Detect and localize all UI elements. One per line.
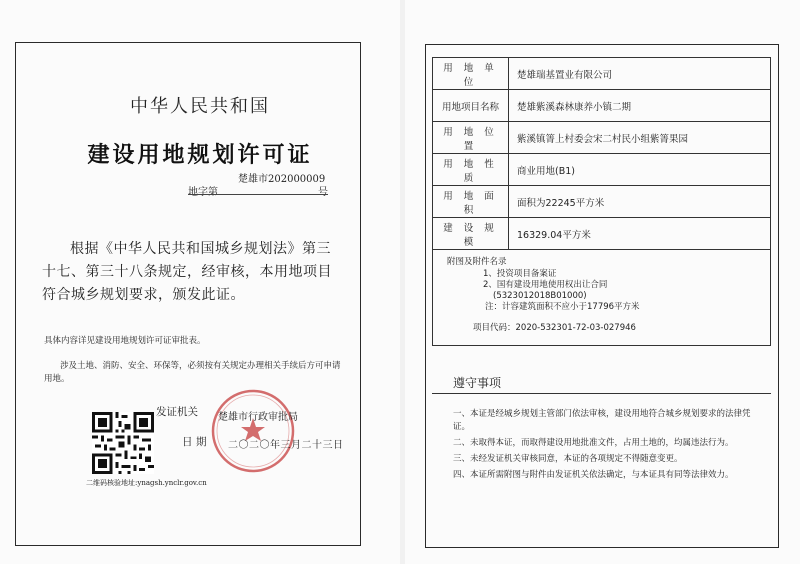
area-note: 注：计容建筑面积不应小于17796平方米: [485, 302, 640, 312]
note-other-procedures: 涉及土地、消防、安全、环保等，必须按有关规定办理相关手续后方可申请用地。: [44, 361, 341, 384]
row-value: 商业用地(B1): [509, 154, 771, 186]
attachment-item: 2、国有建设用地使用权出让合同: [483, 280, 608, 290]
official-seal: [210, 388, 296, 474]
project-code: 项目代码：2020-532301-72-03-027946: [473, 323, 636, 333]
row-value: 楚雄紫溪森林康养小镇二期: [509, 90, 771, 122]
row-label: 用 地 位 置: [433, 122, 509, 154]
notice-title: 遵守事项: [453, 376, 502, 390]
certificate-details-page: [405, 0, 800, 564]
table-row: [433, 122, 771, 154]
preamble-text: 根据《中华人民共和国城乡规划法》第三十七、第三十八条规定，经审核，本用地项目符合城乡规划要求，颁发此证。: [42, 241, 332, 303]
contract-code: (5323012018B01000): [493, 291, 587, 301]
row-label: 用 地 单 位: [433, 58, 509, 90]
certificate-title: 建设用地规划许可证: [87, 143, 313, 168]
issuer-name: 楚雄市行政审批局: [218, 412, 298, 423]
row-value: 紫溪镇箐上村委会宋二村民小组紫箐果园: [509, 122, 771, 154]
row-label: 用 地 性 质: [433, 154, 509, 186]
notice-list: [453, 408, 753, 485]
row-label: 用 地 面 积: [433, 186, 509, 218]
list-item: 一、本证是经城乡规划主管部门依法审核，建设用地符合城乡规划要求的法律凭证。: [453, 409, 751, 432]
preamble: [42, 238, 332, 307]
number-suffix: 号: [318, 187, 328, 198]
table-row: [433, 58, 771, 90]
issue-date: 二〇二〇年三月二十三日: [228, 440, 344, 451]
table-row: [433, 218, 771, 250]
attachments-section: [432, 250, 771, 346]
notice-divider: [432, 393, 771, 394]
qr-verify-url: 二维码核验地址:ynagsh.ynclr.gov.cn: [86, 479, 207, 487]
attachments-heading: 附图及附件名录: [447, 257, 507, 267]
table-row: [433, 186, 771, 218]
attachment-item: 1、投资项目备案证: [483, 269, 557, 279]
table-row: [433, 154, 771, 186]
row-label: 用地项目名称: [433, 90, 509, 122]
certificate-number: 楚雄市202000009: [238, 174, 326, 185]
row-value: 面积为22245平方米: [509, 186, 771, 218]
qr-code: [92, 412, 154, 474]
nation-title: 中华人民共和国: [130, 96, 270, 117]
row-value: 16329.04平方米: [509, 218, 771, 250]
list-item: 三、未经发证机关审核同意，本证的各项规定不得随意变更。: [453, 454, 683, 464]
row-value: 楚雄瑞基置业有限公司: [509, 58, 771, 90]
list-item: 二、未取得本证，而取得建设用地批准文件，占用土地的，均属违法行为。: [453, 438, 734, 448]
row-label: 建 设 规 模: [433, 218, 509, 250]
number-prefix: 地字第: [188, 187, 218, 198]
number-underline: [188, 194, 328, 195]
table-row: [433, 90, 771, 122]
list-item: 四、本证所需附图与附件由发证机关依法确定，与本证具有同等法律效力。: [453, 470, 734, 480]
date-label-day: 日: [182, 436, 193, 448]
date-label-period: 期: [196, 436, 207, 448]
issuer-label: 发证机关: [156, 406, 198, 418]
note-approval-form: 具体内容详见建设用地规划许可证审批表。: [44, 336, 206, 346]
land-info-table: [432, 57, 771, 250]
